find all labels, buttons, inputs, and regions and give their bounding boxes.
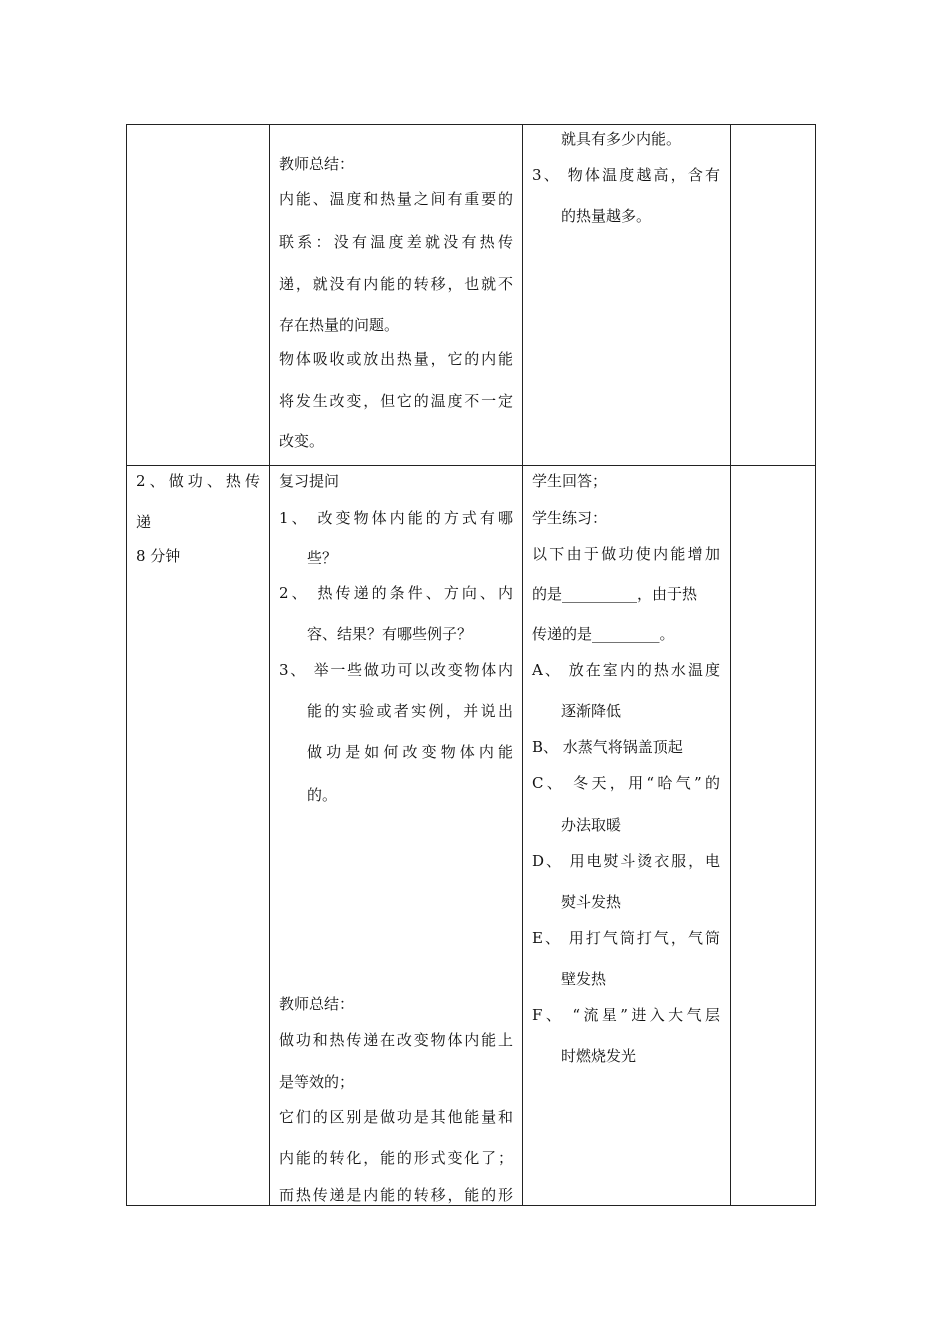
row1-col3-line: 3、 物体温度越高，含有: [532, 166, 720, 184]
row2-col2-line: 复习提问: [279, 472, 340, 490]
row2-col2-line: 而热传递是内能的转移，能的形: [279, 1186, 513, 1204]
row2-col1-line: 递: [136, 513, 152, 531]
row2-col2-line: 它们的区别是做功是其他能量和: [279, 1108, 513, 1126]
row2-col3-line: 逐渐降低: [561, 702, 622, 720]
row2-col2-line: 2、 热传递的条件、方向、内: [279, 584, 513, 602]
row2-col3-line: 时燃烧发光: [561, 1047, 637, 1065]
column-divider: [522, 125, 523, 1205]
row1-col2-line: 物体吸收或放出热量，它的内能: [279, 350, 513, 368]
row2-col3-line: F、 “流星”进入大气层: [532, 1006, 720, 1024]
row2-col3-line: 学生练习：: [532, 509, 608, 527]
row1-col2-line: 将发生改变，但它的温度不一定: [279, 392, 513, 410]
row2-col2-line: 容、结果？有哪些例子？: [307, 625, 473, 643]
row2-col2-line: 3、 举一些做功可以改变物体内: [279, 661, 513, 679]
row2-col3-line: 传递的是_________。: [532, 625, 675, 643]
row2-col3-line: A、 放在室内的热水温度: [532, 661, 720, 679]
row2-col2-line: 教师总结：: [279, 995, 355, 1013]
row1-col2-line: 递，就没有内能的转移，也就不: [279, 275, 513, 293]
row2-col2-line: 是等效的；: [279, 1073, 355, 1091]
column-divider: [269, 125, 270, 1205]
row1-col2-line: 存在热量的问题。: [279, 316, 400, 334]
row1-col2-line: 内能、温度和热量之间有重要的: [279, 190, 513, 208]
row2-col2-line: 做功和热传递在改变物体内能上: [279, 1031, 513, 1049]
column-divider: [730, 125, 731, 1205]
lesson-table: [126, 124, 816, 1206]
row2-col3-line: 的是__________，由于热: [532, 585, 698, 603]
row2-col2-line: 做功是如何改变物体内能: [307, 743, 513, 761]
row1-col3-line: 就具有多少内能。: [561, 130, 682, 148]
row2-col3-line: 以下由于做功使内能增加: [532, 545, 720, 563]
row1-col3-line: 的热量越多。: [561, 207, 652, 225]
row2-col3-line: 壁发热: [561, 970, 607, 988]
row2-col3-line: 熨斗发热: [561, 893, 622, 911]
row2-col3-line: 办法取暖: [561, 816, 622, 834]
row2-col3-line: E、 用打气筒打气，气筒: [532, 929, 720, 947]
row2-col2-line: 能的实验或者实例，并说出: [307, 702, 513, 720]
row2-col3-line: 学生回答；: [532, 472, 608, 490]
row1-col2-line: 教师总结：: [279, 155, 355, 173]
row2-col1-line: 8 分钟: [136, 547, 181, 565]
row-divider: [127, 465, 815, 466]
row2-col2-line: 些？: [307, 549, 338, 567]
row1-col2-line: 改变。: [279, 432, 325, 450]
row2-col3-line: B、 水蒸气将锅盖顶起: [532, 738, 683, 756]
row2-col1-line: 2、做功、热传: [136, 472, 260, 490]
row2-col2-line: 内能的转化，能的形式变化了；: [279, 1149, 513, 1167]
row2-col3-line: D、 用电熨斗烫衣服，电: [532, 852, 720, 870]
row2-col2-line: 1、 改变物体内能的方式有哪: [279, 509, 513, 527]
row2-col2-line: 的。: [307, 786, 338, 804]
row1-col2-line: 联系：没有温度差就没有热传: [279, 233, 513, 251]
row2-col3-line: C、 冬天，用“哈气”的: [532, 774, 720, 792]
